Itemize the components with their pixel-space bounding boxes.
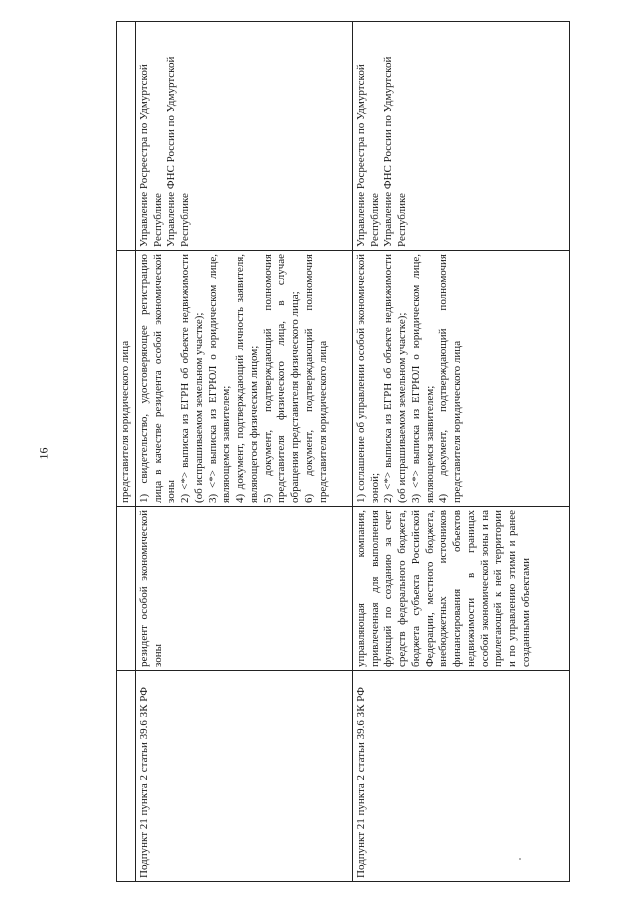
legal-basis-cell: Подпункт 21 пункта 2 статьи 39.6 ЗК РФ [352,671,569,882]
legal-basis-cell: Подпункт 21 пункта 2 статьи 39.6 ЗК РФ [135,671,352,882]
document-item: 5) документ, подтверждающий полномочия представителя физического лица, в случае обращения представителя физического лица; [261,254,301,503]
table-row [117,22,136,882]
authority-item: Управление ФНС России по Удмуртской Республике [382,56,408,247]
authority-item: Управление ФНС России по Удмуртской Республике [165,56,191,247]
document-item: 3) <*> выписка из ЕГРЮЛ о юридическом лице, являющемся заявителем; [206,254,233,503]
authority-item: Управление Росреестра по Удмуртской Республике [137,64,164,247]
document-item: 3) <*> выписка из ЕГРЮЛ о юридическом лице, являющемся заявителем; [409,254,436,503]
document-item: 6) документ, подтверждающий полномочия представителя юридического лица [302,254,329,503]
document-item: 2) <*> выписка из ЕГРН об объекте недвижимости (об испрашиваемом земельном участке); [179,254,205,503]
documents-table [116,21,570,882]
table-cell [117,507,136,671]
document-item: 2) <*> выписка из ЕГРН об объекте недвижимости (об испрашиваемом земельном участке); [382,254,408,503]
table-row [135,22,352,882]
authorities-cell [135,22,352,251]
documents-cell [352,251,569,507]
rotated-table-container [116,22,576,882]
table-cell [117,22,136,251]
document-item: 1) свидетельство, удостоверяющее регистрацию лица в качестве резидента особой экономической зоны [137,254,178,503]
documents-cell [135,251,352,507]
page-number: 16 [36,447,51,460]
authority-item: Управление Росреестра по Удмуртской Республике [354,64,381,247]
applicant-cell: резидент особой экономической зоны [135,507,352,671]
document-item: 1) соглашение об управлении особой экономической зоной; [354,254,381,503]
authorities-cell [352,22,569,251]
table-cell: представителя юридического лица [117,251,136,507]
scan-speck [519,858,521,860]
table-cell [117,671,136,882]
applicant-cell: управляющая компания, привлеченная для выполнения функций по созданию за счет средств федерального бюджета, бюджета субъекта Российской Федерации, местного бюджета, внебюджетных источников финансирования объектов недвижимости в границах особой экономической зоны и на прилегающей к ней территории и по управлению этими и ранее созданными объектами [352,507,569,671]
document-item: 4) документ, подтверждающий личность заявителя, являющегося физическим лицом; [234,254,260,503]
table-row [352,22,569,882]
document-item: 4) документ, подтверждающий полномочия представителя юридического лица [437,254,463,503]
